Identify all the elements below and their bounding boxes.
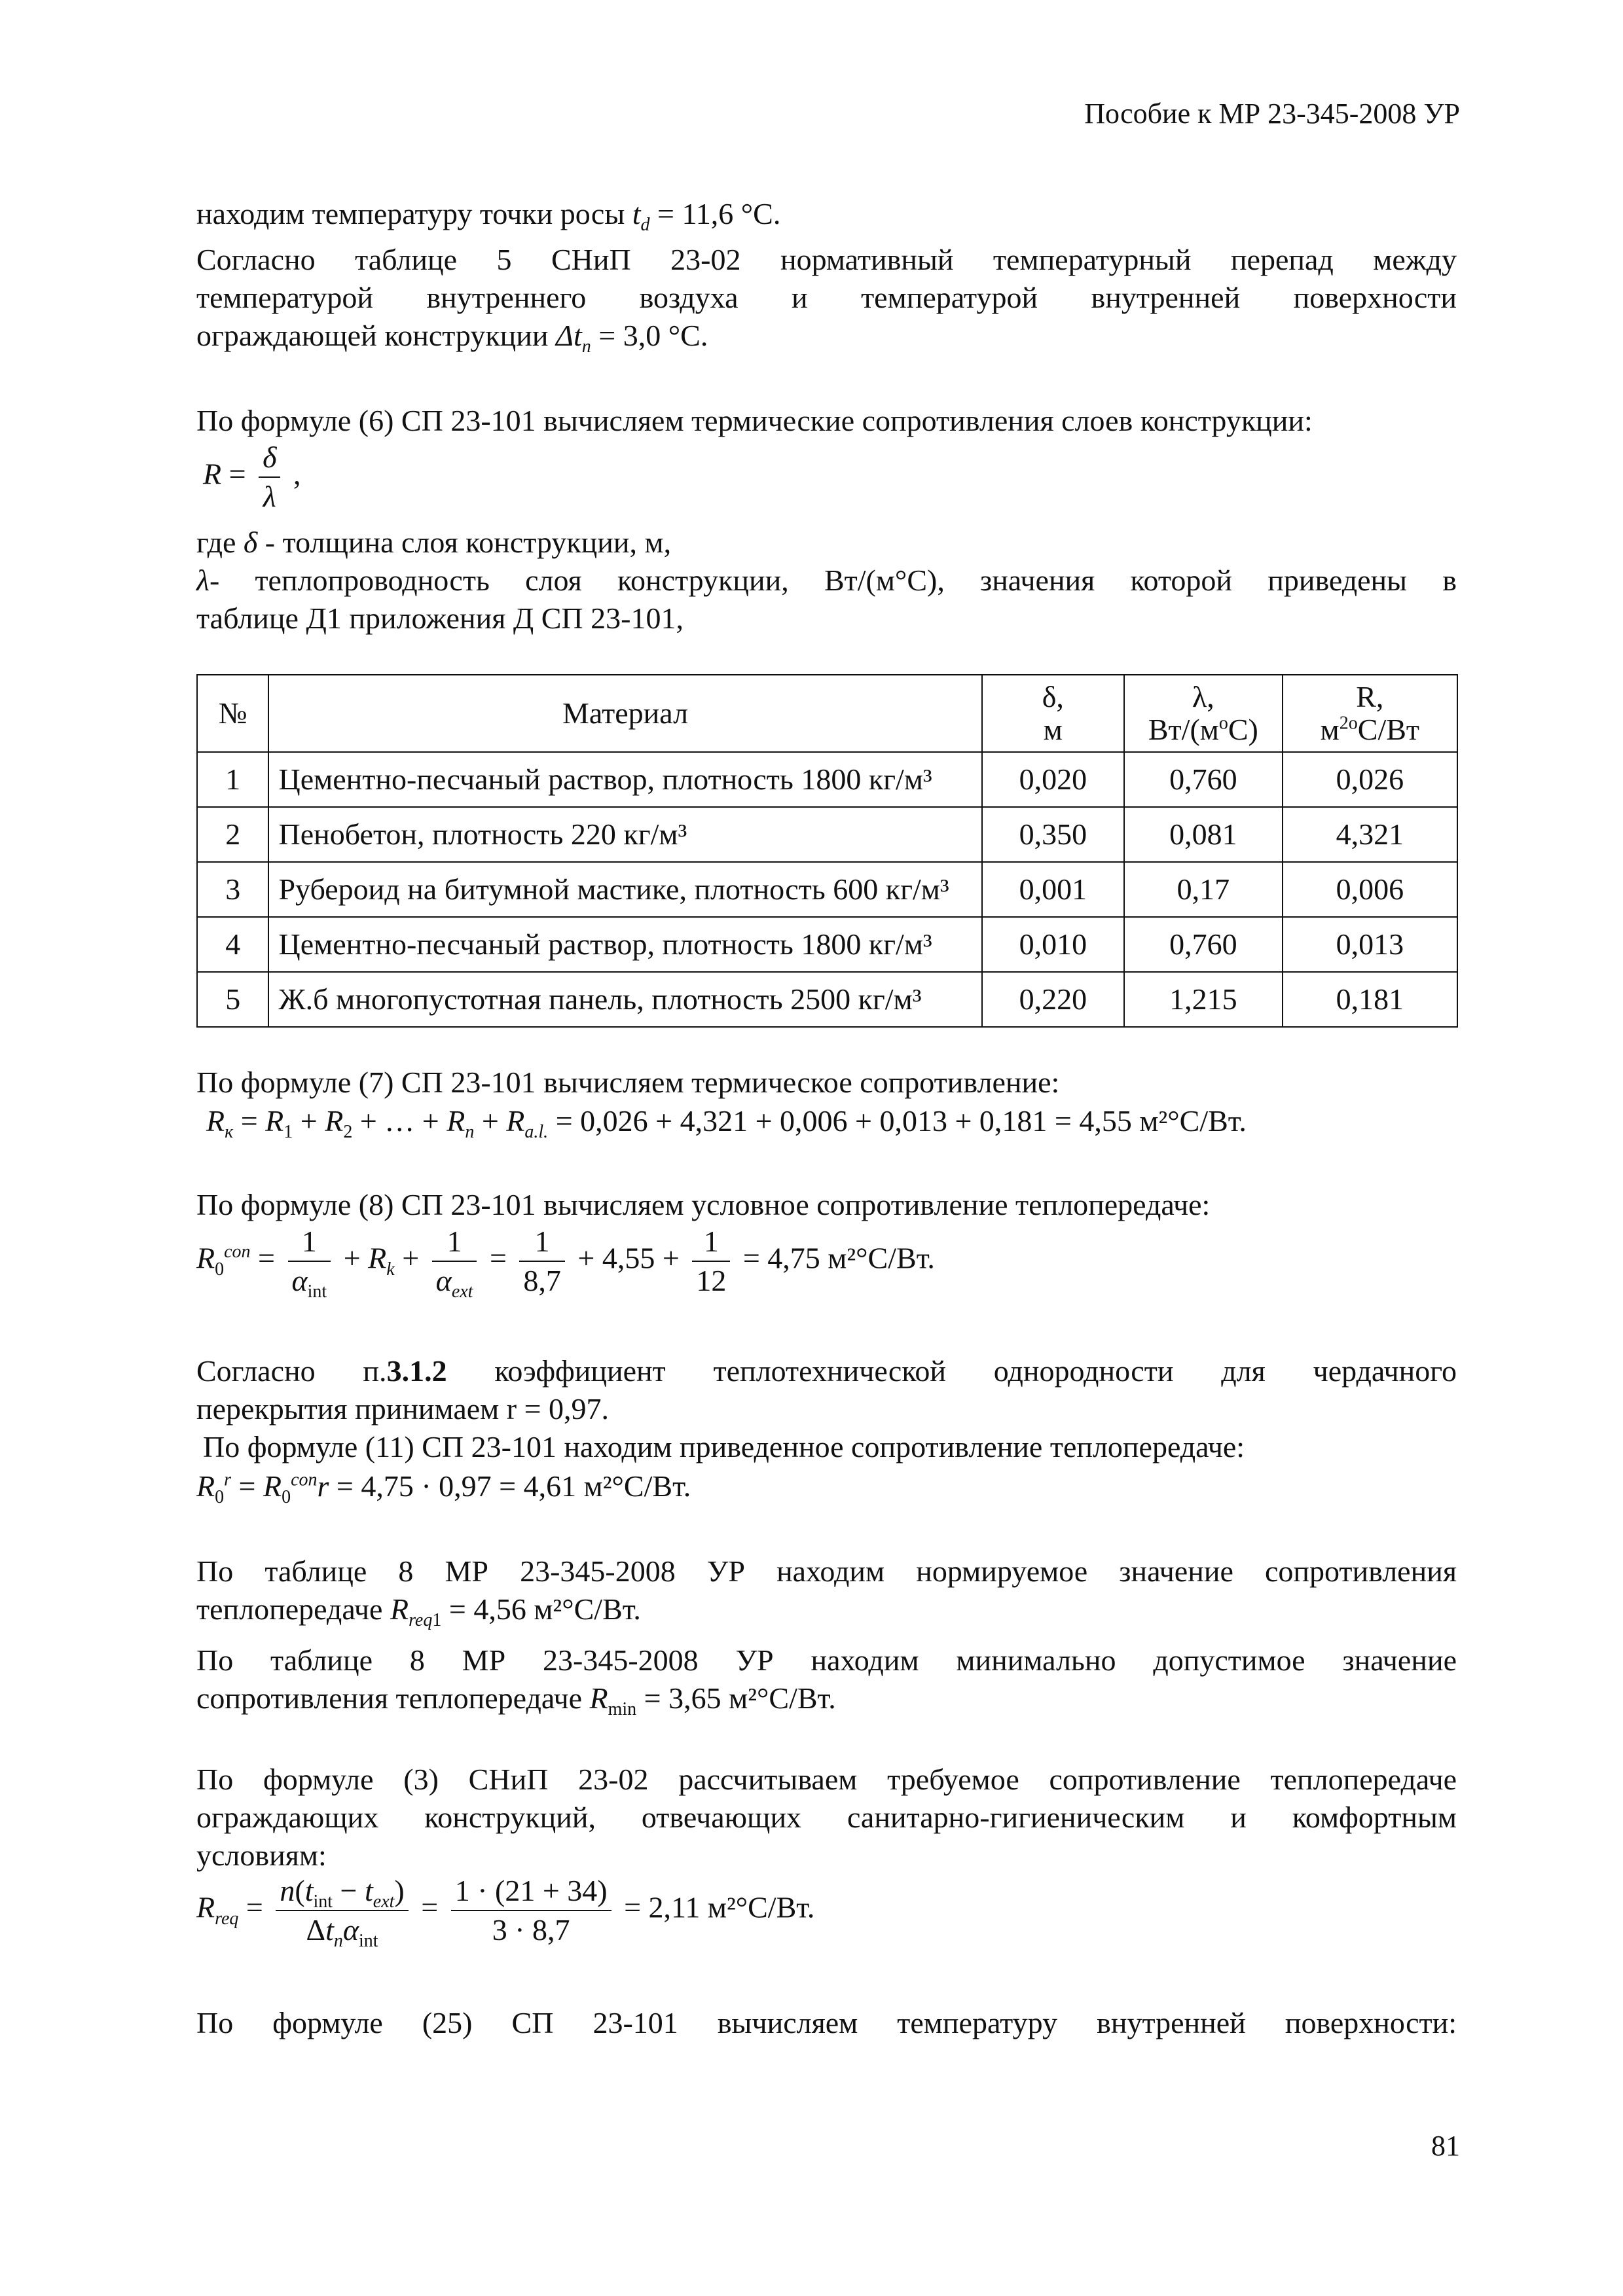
col-number: № xyxy=(197,675,268,752)
paragraph-temperature-difference: Согласно таблице 5 СНиП 23-02 нормативный температурный перепад между температурой внутреннего воздуха и температурой внутренней поверхности ограждающей конструкции $\Delta t_n = 3,0$ °С. xyxy=(196,243,1457,357)
paragraph-formula-11: По формуле (11) СП 23-101 находим приведенное сопротивление теплопередаче: xyxy=(203,1430,1245,1463)
table-row: 4 Цементно-песчаный раствор, плотность 1800 кг/м³ 0,010 0,760 0,013 xyxy=(197,917,1457,972)
formula-total-resistance: $R_к = R_1 + R_2$ + … + $R_n + R_{a.l.} = 0,026 + 4,321 + 0,006 + 0,013 + 0,181 = 4,55$ м²°С/Вт. xyxy=(206,1104,1247,1143)
paragraph-formula-3: По формуле (3) СНиП 23-02 рассчитываем требуемое сопротивление теплопередаче ограждающих конструкций, отвечающих санитарно-гигиеническим и комфортным условиям: xyxy=(196,1763,1457,1872)
paragraph-formula-6: По формуле (6) СП 23-101 вычисляем термические сопротивления слоев конструкции: xyxy=(196,404,1313,437)
where-delta: где δ - толщина слоя конструкции, м, xyxy=(196,526,672,559)
table-row: 1 Цементно-песчаный раствор, плотность 1800 кг/м³ 0,020 0,760 0,026 xyxy=(197,752,1457,807)
where-lambda: λ- теплопроводность слоя конструкции, Вт/(м°С), значения которой приведены в таблице Д1 приложения Д СП 23-101, xyxy=(196,564,1457,635)
table-header-row xyxy=(197,675,1457,752)
formula-resistance: R = $\frac{\delta}{\lambda}$ , xyxy=(203,439,301,516)
formula-required-resistance: $R_{req}$ = $\frac{n(t_{int} - t_{ext})}{\Delta t_n\alpha_{int}}$ = $\frac{1 \cdot (21 + 34)}{3 \cdot 8,7}$ = 2,11 м²°С/Вт. xyxy=(196,1872,814,1949)
paragraph-uniformity-coefficient: Согласно п.3.1.2 коэффициент теплотехнической однородности для чердачного перекрытия принимаем r = 0,97. xyxy=(196,1354,1457,1426)
paragraph-minimum-resistance: По таблице 8 МР 23-345-2008 УР находим минимально допустимое значение сопротивления теплопередаче $R_{min} = 3,65$ м²°С/Вт. xyxy=(196,1643,1457,1720)
materials-table xyxy=(196,674,1458,1028)
formula-conditional-resistance: $R_0^{con}$ = $\frac{1}{\alpha_{int}}$ + $R_k$ + $\frac{1}{\alpha_{ext}}$ = $\frac{1}{8,7}$ + 4,55 + $\frac{1}{12}$ = 4,75 м²°С/Вт. xyxy=(196,1223,935,1300)
formula-reduced-resistance: $R_0^r = R_0^{con}r = 4,75 \cdot 0,97 = 4,61$ м²°С/Вт. xyxy=(196,1469,691,1508)
table-row: 3 Рубероид на битумной мастике, плотность 600 кг/м³ 0,001 0,17 0,006 xyxy=(197,862,1457,917)
col-resistance: R, $м^{2о}С/Вт$ xyxy=(1283,675,1457,752)
page-number: 81 xyxy=(1431,2130,1460,2162)
col-material: Материал xyxy=(268,675,981,752)
table-row: 5 Ж.б многопустотная панель, плотность 2500 кг/м³ 0,220 1,215 0,181 xyxy=(197,972,1457,1027)
table-row: 2 Пенобетон, плотность 220 кг/м³ 0,350 0,081 4,321 xyxy=(197,807,1457,862)
paragraph-normative-resistance: По таблице 8 МР 23-345-2008 УР находим нормируемое значение сопротивления теплопередаче $R_{req1} = 4,56$ м²°С/Вт. xyxy=(196,1554,1457,1631)
col-thickness: δ, м xyxy=(982,675,1124,752)
paragraph-formula-8: По формуле (8) СП 23-101 вычисляем условное сопротивление теплопередаче: xyxy=(196,1188,1211,1221)
col-conductivity: λ, $Вт/(м^оС)$ xyxy=(1124,675,1283,752)
paragraph-formula-7: По формуле (7) СП 23-101 вычисляем термическое сопротивление: xyxy=(196,1066,1060,1099)
running-header: Пособие к МР 23-345-2008 УР xyxy=(1084,98,1460,130)
paragraph-formula-25: По формуле (25) СП 23-101 вычисляем температуру внутренней поверхности: xyxy=(196,2006,1457,2039)
dew-point-line: находим температуру точки росы $t_d = 11,6$ °С. xyxy=(196,197,781,236)
